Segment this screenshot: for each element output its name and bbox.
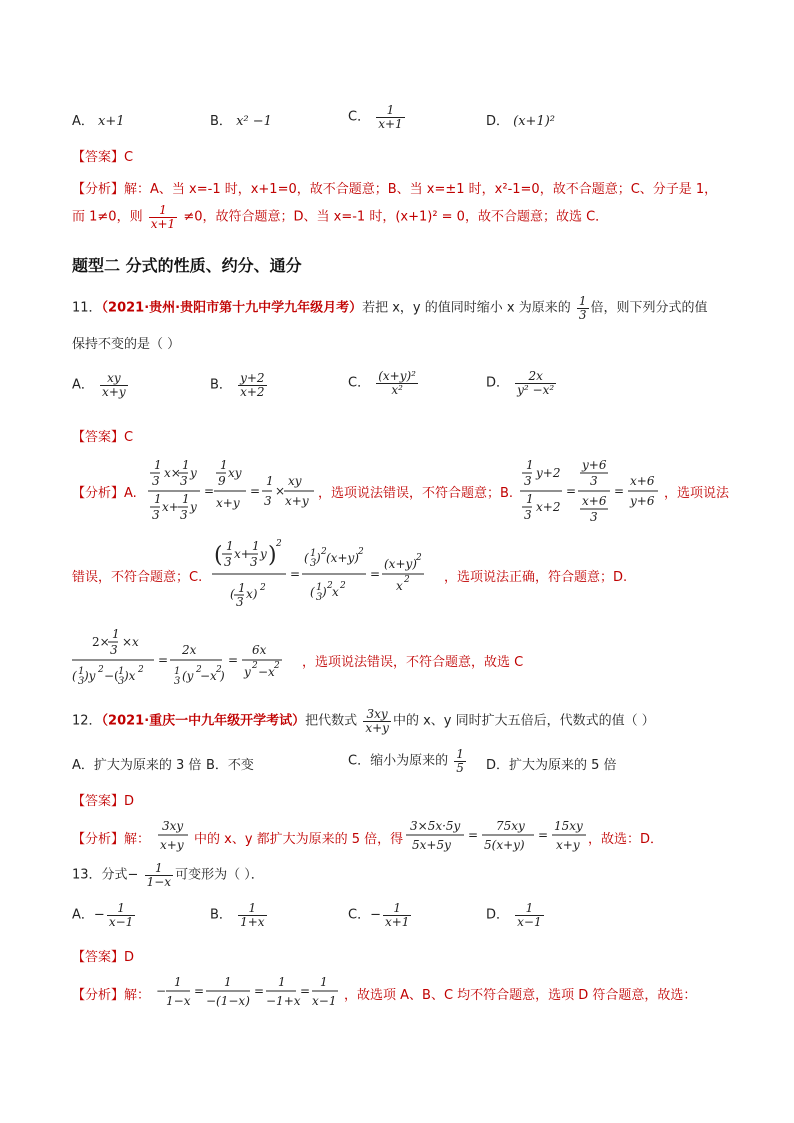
svg-text:2: 2 [321, 547, 327, 557]
svg-text:=: = [158, 653, 169, 667]
svg-text:=: = [204, 484, 215, 498]
svg-text:3: 3 [174, 676, 181, 687]
frac-num: 1 [456, 747, 464, 761]
svg-text:1: 1 [316, 582, 323, 593]
svg-text:1: 1 [226, 539, 234, 553]
frac-den: 3 [578, 307, 587, 322]
frac-den: 5 [456, 760, 464, 775]
svg-text:): ) [322, 585, 327, 599]
frac-num: (x+y)² [378, 369, 416, 383]
question-text: 可变形为（ ）． [175, 867, 264, 883]
svg-text:y+6: y+6 [582, 458, 607, 472]
q11-analysis-label: 【分析】A. [72, 486, 137, 501]
svg-text:=: = [290, 567, 301, 581]
svg-text:1: 1 [310, 548, 317, 559]
frac-den: x+1 [150, 216, 176, 231]
analysis-text: ≠0，故符合题意；D、当 x=-1 时，(x+1)² = 0，故不合题意；故选 C． [183, 209, 609, 225]
svg-text:): ) [316, 551, 321, 565]
q13-stem [72, 862, 264, 888]
option-label: D． [486, 375, 510, 391]
option-label: A． [72, 114, 94, 129]
question-number: 12． [72, 713, 102, 729]
analysis-text: 解： [124, 832, 151, 847]
svg-text:x×: x× [164, 466, 181, 480]
svg-text:(: ( [230, 587, 235, 601]
option-expr: x+1 [98, 114, 125, 129]
svg-text:1: 1 [220, 458, 228, 472]
option-label: B． [210, 907, 232, 923]
analysis-text: 解： [124, 988, 151, 1003]
frac-num: y+2 [240, 371, 265, 385]
svg-text:3: 3 [590, 474, 598, 488]
svg-text:−(: −( [104, 669, 119, 683]
svg-text:y: y [190, 466, 197, 480]
option-expr: x² −1 [236, 114, 272, 129]
svg-text:−x: −x [258, 665, 275, 679]
svg-text:xy: xy [228, 466, 242, 480]
q12-stem [72, 708, 655, 734]
svg-text:3: 3 [110, 643, 118, 657]
question-number: 13． [72, 867, 102, 883]
q11-analysis-text2: ，选项说法 [664, 486, 730, 501]
q13-answer: 【答案】D [72, 950, 135, 965]
svg-text:−x: −x [200, 669, 217, 683]
q10-option-d [486, 110, 555, 129]
q12-option-d: D．扩大为原来的 5 倍 [486, 758, 617, 773]
svg-text:=: = [300, 984, 311, 998]
svg-text:3: 3 [316, 592, 323, 603]
q11-analysis-c-formula [212, 538, 442, 612]
svg-text:1: 1 [526, 492, 534, 506]
q12-analysis [72, 828, 150, 847]
svg-text:3: 3 [152, 474, 160, 488]
svg-text:1: 1 [224, 975, 232, 989]
svg-text:): ) [220, 669, 225, 683]
q12-answer: 【答案】D [72, 794, 135, 809]
svg-text:y+2: y+2 [536, 466, 561, 480]
svg-text:=: = [468, 828, 479, 842]
q13-option-c: C．− $\frac{1}{x+1}$ [348, 901, 410, 929]
option-label: A． [72, 377, 94, 393]
frac-num: 3xy [363, 708, 391, 722]
svg-text:1: 1 [278, 975, 286, 989]
frac-num: 1 [376, 104, 404, 118]
svg-text:3: 3 [224, 555, 232, 569]
option-label: C． [348, 375, 371, 391]
svg-text:2: 2 [196, 665, 202, 675]
q11-analysis-text4: ，选项说法正确，符合题意；D. [444, 570, 628, 585]
q12-option-c [348, 748, 468, 774]
svg-text:1: 1 [238, 581, 246, 595]
frac-den: x² [391, 382, 403, 397]
q10-analysis-line2 [72, 204, 608, 230]
question-text: 中的 x、y 同时扩大五倍后，代数式的值（ ） [392, 713, 655, 729]
frac-den: x+1 [384, 914, 410, 929]
svg-text:)y: )y [84, 669, 96, 683]
svg-text:x+: x+ [234, 547, 251, 561]
svg-text:3: 3 [236, 595, 244, 609]
svg-text:6x: 6x [252, 643, 267, 657]
question-number: 11． [72, 300, 102, 316]
q11-analysis-d-formula [72, 624, 302, 690]
svg-text:=: = [254, 984, 265, 998]
svg-text:y: y [244, 665, 251, 679]
svg-text:1: 1 [526, 458, 534, 472]
svg-text:x+y: x+y [216, 496, 240, 510]
svg-text:5(x+y): 5(x+y) [484, 838, 525, 852]
q13-analysis-text-b: ，故选项 A、B、C 均不符合题意，选项 D 符合题意，故选： [344, 988, 697, 1003]
svg-text:2x: 2x [182, 643, 197, 657]
q11-option-d [486, 370, 558, 396]
svg-text:=: = [194, 984, 205, 998]
analysis-label: 【分析】 [72, 988, 125, 1003]
svg-text:y: y [260, 547, 267, 561]
question-source: （2021·贵州·贵阳市第十九中学九年级月考） [101, 300, 363, 316]
question-text: 分式− [101, 867, 139, 883]
svg-text:15xy: 15xy [554, 819, 583, 833]
svg-text:2: 2 [252, 661, 258, 671]
frac-den: x+y [102, 384, 126, 399]
q11-analysis-a-formula [148, 455, 316, 527]
svg-text:x+y: x+y [556, 838, 580, 852]
svg-text:1: 1 [174, 975, 182, 989]
svg-text:3: 3 [180, 508, 188, 522]
svg-text:3: 3 [152, 508, 160, 522]
q10-answer: 【答案】C [72, 150, 134, 165]
svg-text:)x: )x [124, 669, 136, 683]
svg-text:=: = [614, 484, 625, 498]
q11-analysis-text3: 错误，不符合题意；C. [72, 570, 203, 585]
svg-text:x+6: x+6 [582, 494, 607, 508]
svg-text:3×5x·5y: 3×5x·5y [410, 819, 461, 833]
svg-text:2: 2 [260, 583, 266, 593]
svg-text:2: 2 [340, 581, 346, 591]
option-label: C． [348, 109, 371, 125]
q13-option-a: A．− $\frac{1}{x-1}$ [72, 901, 134, 929]
svg-text:9: 9 [218, 474, 226, 488]
svg-text:x+y: x+y [285, 494, 309, 508]
svg-text:−: − [156, 984, 167, 998]
question-source: （2021·重庆一中九年级开学考试） [101, 713, 306, 729]
q12-option-b: B．不变 [206, 758, 254, 773]
svg-text:2: 2 [216, 665, 222, 675]
svg-text:(: ( [304, 551, 309, 565]
svg-text:x−1: x−1 [312, 994, 337, 1008]
svg-text:): ) [268, 543, 277, 568]
svg-text:x+: x+ [162, 500, 179, 514]
svg-text:1: 1 [154, 492, 162, 506]
frac-num: 1 [149, 204, 177, 218]
svg-text:1: 1 [78, 666, 85, 677]
svg-text:2: 2 [276, 539, 282, 549]
frac-den: x+y [365, 720, 389, 735]
frac-num: 1 [383, 902, 411, 916]
frac-num: 1 [238, 902, 266, 916]
analysis-text: 解：A、当 x=-1 时，x+1=0，故不合题意；B、当 x=±1 时，x²-1=0，故不合题意；C、分子是 1， [124, 182, 718, 197]
svg-text:x: x [396, 579, 403, 593]
svg-text:2: 2 [416, 553, 422, 563]
option-expr: (x+1)² [513, 114, 556, 129]
q10-option-b [210, 110, 272, 129]
svg-text:3xy: 3xy [162, 819, 184, 833]
svg-text:−(1−x): −(1−x) [206, 994, 250, 1008]
svg-text:3: 3 [590, 510, 598, 524]
svg-text:x+2: x+2 [536, 500, 561, 514]
option-label: C． [348, 907, 371, 923]
frac-num: xy [100, 372, 128, 386]
q11-stem-line1 [72, 295, 708, 321]
svg-text:2: 2 [404, 575, 410, 585]
q11-analysis-text1: ，选项说法错误，不符合题意；B. [318, 486, 514, 501]
q11-stem-line2: 保持不变的是（ ） [72, 337, 181, 352]
svg-text:(: ( [310, 585, 315, 599]
svg-text:x+6: x+6 [630, 474, 655, 488]
frac-num: 1 [145, 862, 173, 876]
svg-text:x+y: x+y [160, 838, 184, 852]
svg-text:1: 1 [182, 458, 190, 472]
q13-option-b [210, 902, 269, 928]
svg-text:(: ( [72, 669, 77, 683]
svg-text:2: 2 [274, 661, 280, 671]
option-label: C．缩小为原来的 [348, 753, 449, 769]
svg-text:−1+x: −1+x [266, 994, 301, 1008]
svg-text:1: 1 [118, 666, 125, 677]
svg-text:=: = [538, 828, 549, 842]
option-label: D． [486, 114, 510, 129]
option-label: B． [210, 377, 232, 393]
svg-text:(x+y): (x+y) [326, 551, 359, 565]
svg-text:(: ( [214, 543, 223, 568]
q12-option-a: A．扩大为原来的 3 倍 [72, 758, 202, 773]
svg-text:1−x: 1−x [166, 994, 191, 1008]
q12-analysis-text-c: ，故选：D． [588, 832, 664, 847]
frac-num: 1 [515, 902, 543, 916]
question-text: 倍，则下列分式的值 [590, 300, 708, 316]
svg-text:1: 1 [174, 666, 181, 677]
svg-text:1: 1 [112, 627, 120, 641]
svg-text:1: 1 [182, 492, 190, 506]
svg-text:1: 1 [266, 474, 274, 488]
svg-text:2: 2 [138, 665, 144, 675]
q11-analysis-text5: ，选项说法错误，不符合题意，故选 C [302, 655, 524, 670]
svg-text:x: x [332, 585, 339, 599]
frac-den: 1−x [146, 874, 172, 889]
svg-text:1: 1 [252, 539, 260, 553]
option-label: A． [72, 907, 94, 923]
svg-text:3: 3 [310, 558, 317, 569]
q11-option-c [348, 370, 420, 396]
option-label: D． [486, 907, 510, 923]
svg-text:1: 1 [154, 458, 162, 472]
q13-option-d [486, 902, 546, 928]
section-heading: 题型二 分式的性质、约分、通分 [72, 256, 302, 275]
question-text: 把代数式 [305, 713, 358, 729]
q12-analysis-text-b: 中的 x、y 都扩大为原来的 5 倍，得 [194, 832, 404, 847]
svg-text:3: 3 [250, 555, 258, 569]
q11-option-b [210, 372, 269, 398]
svg-text:3: 3 [180, 474, 188, 488]
analysis-text: 而 1≠0，则 [72, 209, 143, 225]
frac-num: 2x [515, 370, 556, 384]
svg-text:3: 3 [524, 474, 532, 488]
q11-answer: 【答案】C [72, 430, 134, 445]
frac-den: x+1 [378, 116, 403, 131]
svg-text:y+6: y+6 [630, 494, 655, 508]
svg-text:75xy: 75xy [496, 819, 525, 833]
analysis-label: 【分析】 [72, 182, 125, 197]
svg-text:y: y [190, 500, 197, 514]
frac-num: 1 [578, 294, 587, 308]
frac-den: 1+x [240, 914, 265, 929]
svg-text:×: × [275, 484, 286, 498]
frac-num: 1 [107, 902, 135, 916]
option-label: B． [210, 114, 232, 129]
q10-option-c [348, 104, 407, 130]
svg-text:2: 2 [358, 547, 364, 557]
svg-text:=: = [228, 653, 239, 667]
svg-text:2×: 2× [92, 635, 110, 649]
svg-text:1: 1 [320, 975, 328, 989]
svg-text:=: = [370, 567, 381, 581]
frac-den: y² −x² [517, 382, 555, 397]
frac-den: x−1 [108, 914, 134, 929]
svg-text:5x+5y: 5x+5y [412, 838, 451, 852]
svg-text:×: × [122, 635, 133, 649]
question-text: 若把 x，y 的值同时缩小 x 为原来的 [362, 300, 571, 316]
analysis-label: 【分析】 [72, 832, 125, 847]
svg-text:xy: xy [288, 474, 302, 488]
svg-text:3: 3 [524, 508, 532, 522]
q11-option-a [72, 372, 130, 398]
svg-text:(y: (y [182, 669, 194, 683]
svg-text:=: = [250, 484, 261, 498]
svg-text:x): x) [246, 587, 258, 601]
svg-text:3: 3 [78, 676, 85, 687]
q13-analysis-formula [154, 972, 344, 1012]
svg-text:2: 2 [327, 581, 333, 591]
frac-den: x−1 [517, 914, 542, 929]
frac-den: x+2 [240, 384, 265, 399]
svg-text:=: = [566, 484, 577, 498]
svg-text:3: 3 [264, 494, 272, 508]
svg-text:2: 2 [98, 665, 104, 675]
q10-analysis-line1 [72, 178, 717, 197]
q12-analysis-frac1 [156, 816, 192, 856]
q10-option-a [72, 110, 125, 129]
q13-analysis [72, 984, 150, 1003]
q11-analysis-b-formula [520, 455, 660, 527]
svg-text:(x+y): (x+y) [384, 557, 417, 571]
svg-text:x: x [132, 635, 139, 649]
svg-text:3: 3 [118, 676, 125, 687]
